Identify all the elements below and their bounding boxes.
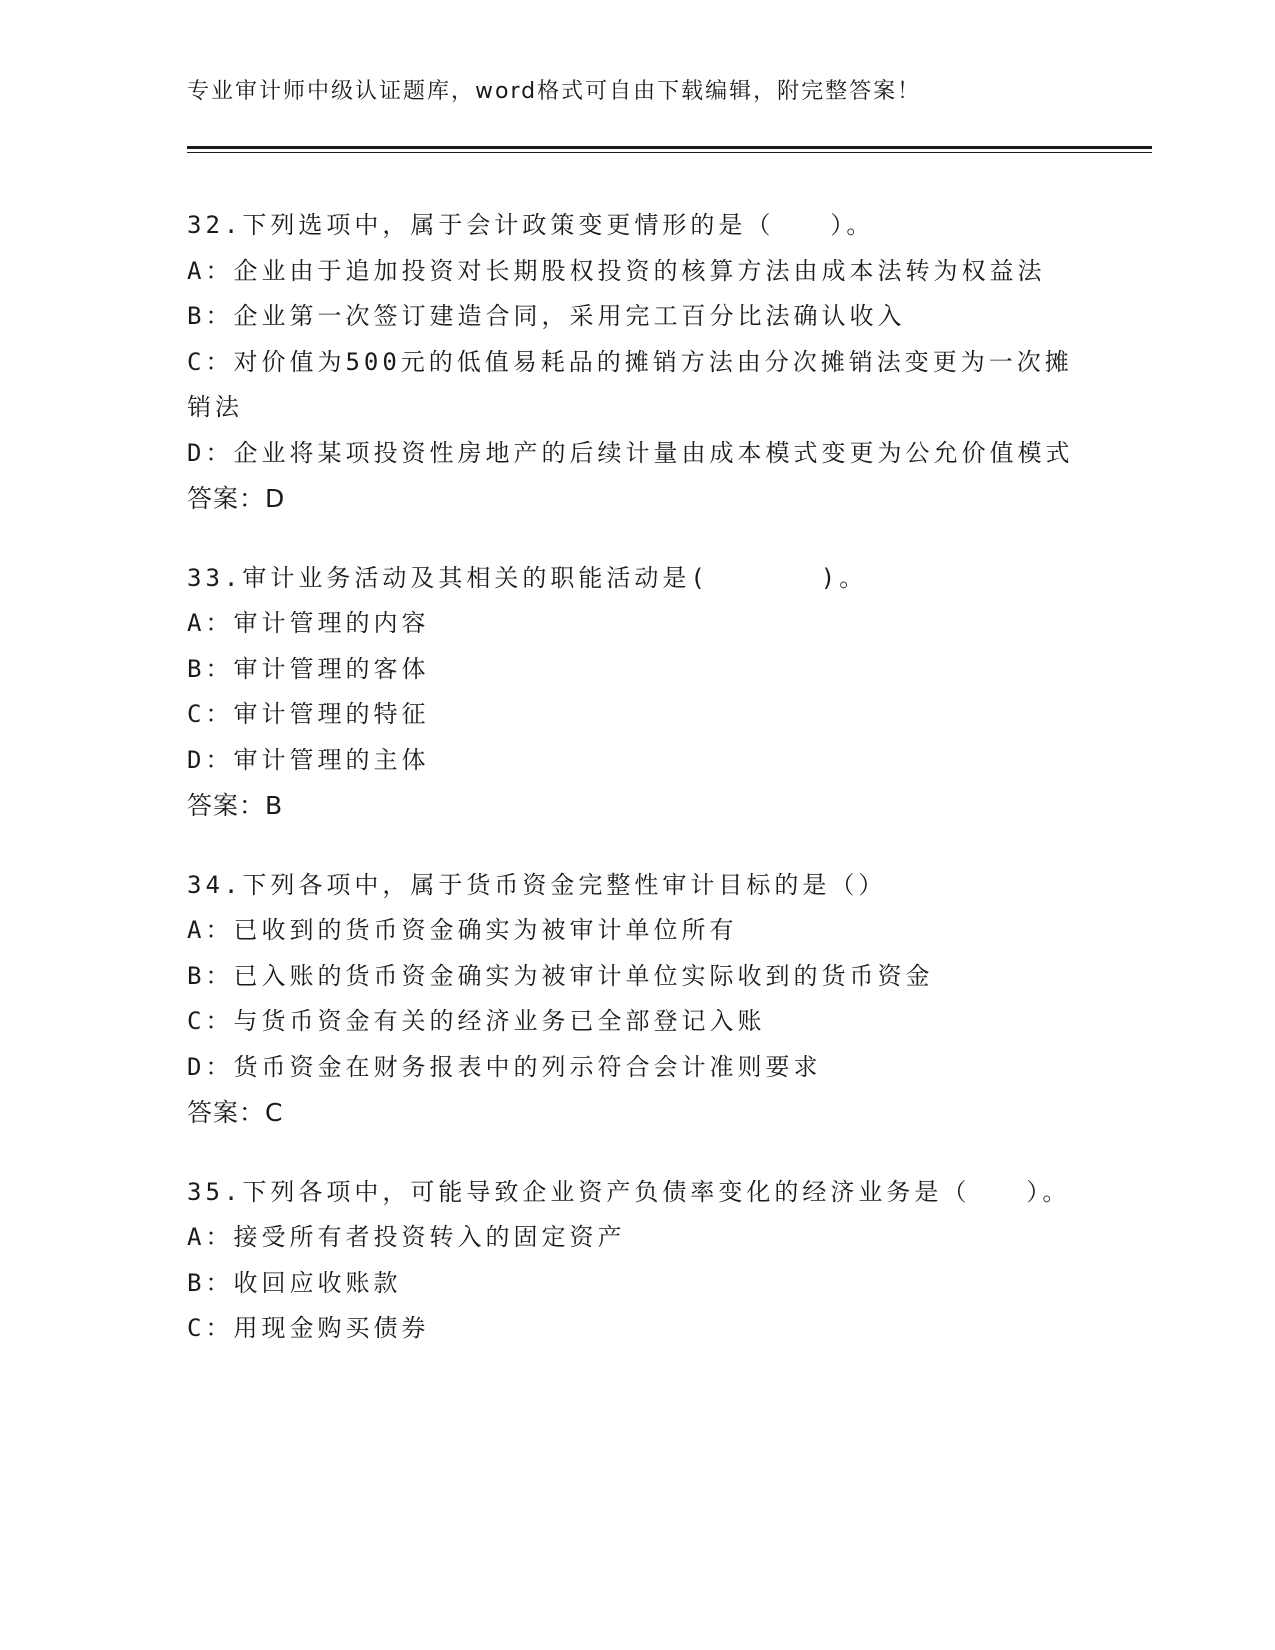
answer-line: 答案：B xyxy=(187,791,284,820)
question-33 xyxy=(187,556,1087,829)
option-a: A：企业由于追加投资对长期股权投资的核算方法由成本法转为权益法 xyxy=(187,256,1046,285)
answer-line: 答案：C xyxy=(187,1098,284,1127)
option-a: A：接受所有者投资转入的固定资产 xyxy=(187,1223,626,1251)
option-c: C：审计管理的特征 xyxy=(187,700,430,728)
option-c: C：对价值为500元的低值易耗品的摊销方法由分次摊销法变更为一次摊销法 xyxy=(187,347,1073,421)
option-a: A：审计管理的内容 xyxy=(187,609,430,637)
question-list xyxy=(187,203,1087,1386)
document-header: 专业审计师中级认证题库，word格式可自由下载编辑，附完整答案！ xyxy=(187,79,922,104)
option-c: C：用现金购买债券 xyxy=(187,1314,430,1342)
question-stem: 34.下列各项中，属于货币资金完整性审计目标的是（） xyxy=(187,870,887,899)
question-34 xyxy=(187,863,1087,1136)
question-35 xyxy=(187,1170,1087,1352)
question-32 xyxy=(187,203,1087,522)
question-stem: 32.下列选项中，属于会计政策变更情形的是（ ）。 xyxy=(187,211,875,239)
option-b: B：企业第一次签订建造合同，采用完工百分比法确认收入 xyxy=(187,302,906,330)
option-d: D：货币资金在财务报表中的列示符合会计准则要求 xyxy=(187,1052,822,1081)
header-divider-thin xyxy=(187,152,1152,153)
question-stem: 35.下列各项中，可能导致企业资产负债率变化的经济业务是（ ）。 xyxy=(187,1177,1071,1206)
option-b: B：收回应收账款 xyxy=(187,1268,402,1297)
option-b: B：已入账的货币资金确实为被审计单位实际收到的货币资金 xyxy=(187,961,934,990)
option-c: C：与货币资金有关的经济业务已全部登记入账 xyxy=(187,1007,766,1035)
option-d: D：审计管理的主体 xyxy=(187,745,430,774)
answer-line: 答案：D xyxy=(187,484,286,513)
question-stem: 33.审计业务活动及其相关的职能活动是( )。 xyxy=(187,563,868,592)
option-b: B：审计管理的客体 xyxy=(187,654,430,683)
header-divider-thick xyxy=(187,146,1152,149)
option-d: D：企业将某项投资性房地产的后续计量由成本模式变更为公允价值模式 xyxy=(187,438,1074,467)
option-a: A：已收到的货币资金确实为被审计单位所有 xyxy=(187,916,738,944)
